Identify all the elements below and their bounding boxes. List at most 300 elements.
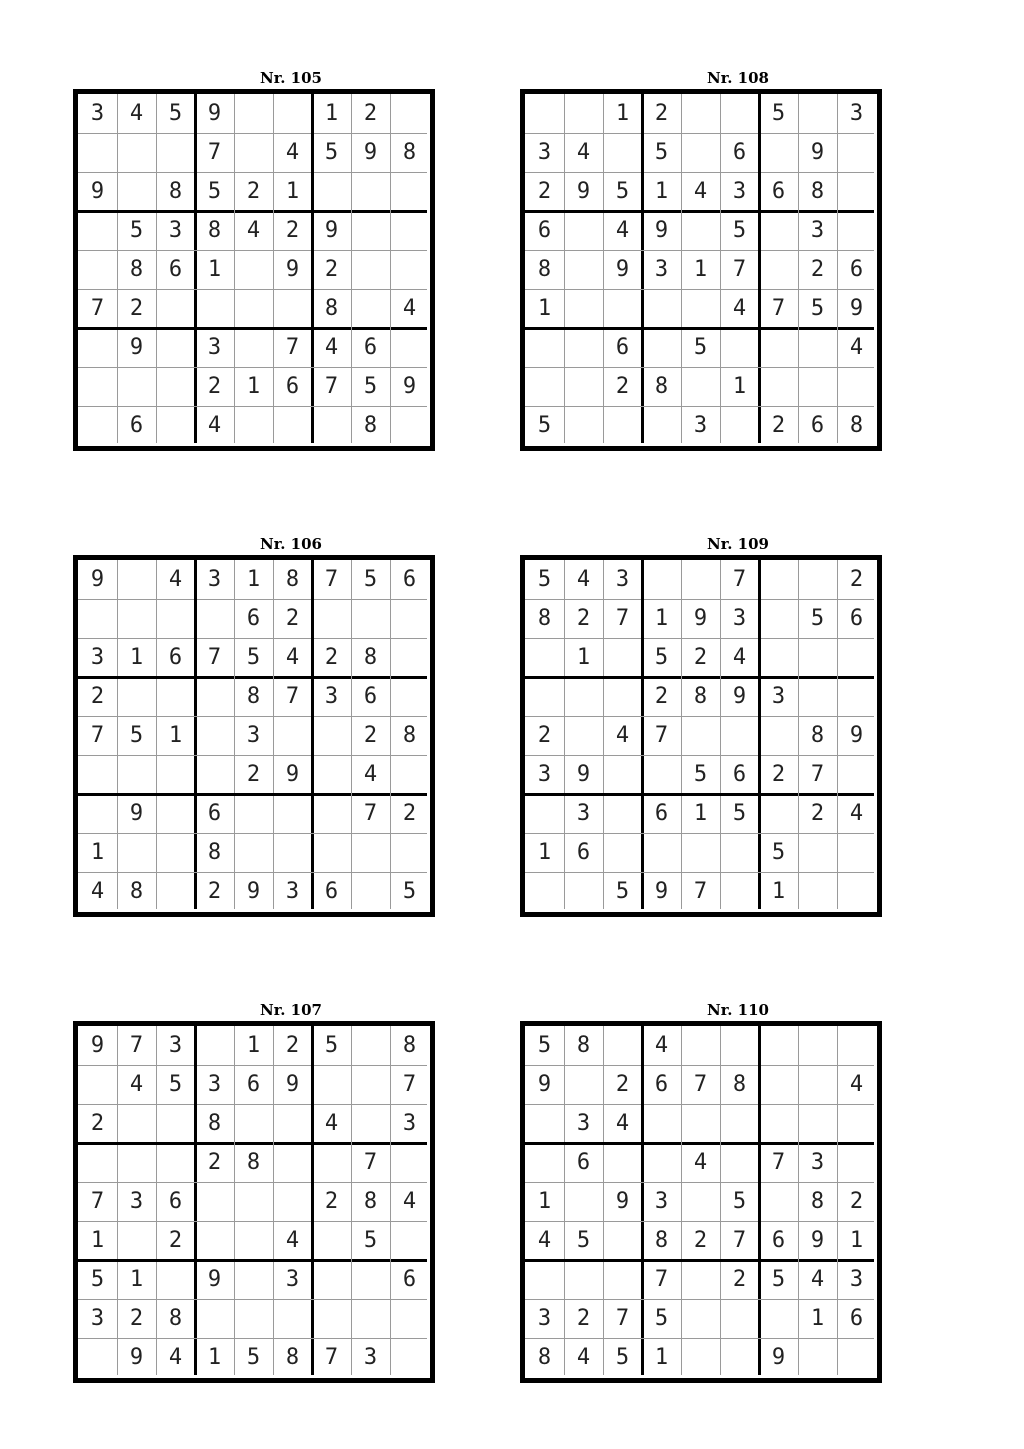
given-digit-cell: 3 xyxy=(246,723,261,748)
given-digit-cell: 4 xyxy=(324,335,339,360)
empty-cell xyxy=(798,1026,837,1065)
empty-cell xyxy=(78,1338,117,1377)
empty-cell xyxy=(117,133,156,172)
given-digit-cell: 5 xyxy=(90,1267,105,1292)
given-digit-cell: 7 xyxy=(207,140,222,165)
empty-cell xyxy=(390,94,429,133)
given-digit-cell: 6 xyxy=(849,1306,864,1331)
empty-cell xyxy=(759,716,798,755)
empty-cell xyxy=(603,638,642,677)
given-digit-cell: 6 xyxy=(402,1267,417,1292)
empty-cell xyxy=(351,599,390,638)
empty-cell xyxy=(390,172,429,211)
given-digit-cell: 1 xyxy=(771,879,786,904)
empty-cell xyxy=(78,1143,117,1182)
given-digit-cell: 2 xyxy=(168,1228,183,1253)
empty-cell xyxy=(78,1065,117,1104)
given-digit-cell: 2 xyxy=(576,606,591,631)
empty-cell xyxy=(720,1299,759,1338)
empty-cell xyxy=(837,677,876,716)
empty-cell xyxy=(837,638,876,677)
sudoku-grid xyxy=(520,555,882,917)
given-digit-cell: 9 xyxy=(849,296,864,321)
empty-cell xyxy=(837,755,876,794)
given-digit-cell: 5 xyxy=(615,179,630,204)
given-digit-cell: 7 xyxy=(363,801,378,826)
given-digit-cell: 5 xyxy=(324,140,339,165)
given-digit-cell: 2 xyxy=(207,1150,222,1175)
given-digit-cell: 3 xyxy=(402,1111,417,1136)
empty-cell xyxy=(156,133,195,172)
empty-cell xyxy=(312,172,351,211)
empty-cell xyxy=(312,1299,351,1338)
empty-cell xyxy=(837,833,876,872)
given-digit-cell: 8 xyxy=(576,1033,591,1058)
given-digit-cell: 1 xyxy=(129,1267,144,1292)
empty-cell xyxy=(234,794,273,833)
given-digit-cell: 2 xyxy=(402,801,417,826)
given-digit-cell: 8 xyxy=(363,413,378,438)
given-digit-cell: 3 xyxy=(168,1033,183,1058)
empty-cell xyxy=(681,1299,720,1338)
empty-cell xyxy=(78,794,117,833)
empty-cell xyxy=(78,250,117,289)
empty-cell xyxy=(234,1299,273,1338)
given-digit-cell: 1 xyxy=(207,1345,222,1370)
given-digit-cell: 4 xyxy=(576,567,591,592)
sudoku-grid xyxy=(520,1021,882,1383)
empty-cell xyxy=(642,755,681,794)
empty-cell xyxy=(117,1221,156,1260)
given-digit-cell: 1 xyxy=(732,374,747,399)
given-digit-cell: 8 xyxy=(285,567,300,592)
sudoku-grid xyxy=(73,555,435,917)
empty-cell xyxy=(837,1143,876,1182)
empty-cell xyxy=(798,1338,837,1377)
given-digit-cell: 3 xyxy=(285,879,300,904)
given-digit-cell: 8 xyxy=(207,1111,222,1136)
empty-cell xyxy=(720,328,759,367)
empty-cell xyxy=(603,677,642,716)
given-digit-cell: 2 xyxy=(615,374,630,399)
given-digit-cell: 8 xyxy=(129,257,144,282)
given-digit-cell: 9 xyxy=(285,257,300,282)
empty-cell xyxy=(837,1026,876,1065)
empty-cell xyxy=(351,172,390,211)
empty-cell xyxy=(117,367,156,406)
given-digit-cell: 1 xyxy=(849,1228,864,1253)
given-digit-cell: 4 xyxy=(363,762,378,787)
given-digit-cell: 2 xyxy=(285,606,300,631)
given-digit-cell: 9 xyxy=(576,179,591,204)
given-digit-cell: 2 xyxy=(90,684,105,709)
given-digit-cell: 3 xyxy=(324,684,339,709)
given-digit-cell: 3 xyxy=(615,567,630,592)
empty-cell xyxy=(156,1143,195,1182)
given-digit-cell: 2 xyxy=(324,645,339,670)
given-digit-cell: 9 xyxy=(90,1033,105,1058)
empty-cell xyxy=(525,328,564,367)
given-digit-cell: 4 xyxy=(654,1033,669,1058)
given-digit-cell: 7 xyxy=(654,723,669,748)
empty-cell xyxy=(273,406,312,445)
empty-cell xyxy=(273,716,312,755)
empty-cell xyxy=(390,1338,429,1377)
empty-cell xyxy=(312,1260,351,1299)
given-digit-cell: 4 xyxy=(576,1345,591,1370)
empty-cell xyxy=(195,755,234,794)
given-digit-cell: 8 xyxy=(402,140,417,165)
given-digit-cell: 2 xyxy=(246,179,261,204)
empty-cell xyxy=(117,833,156,872)
empty-cell xyxy=(156,406,195,445)
empty-cell xyxy=(390,755,429,794)
empty-cell xyxy=(837,1338,876,1377)
empty-cell xyxy=(117,599,156,638)
empty-cell xyxy=(798,677,837,716)
given-digit-cell: 4 xyxy=(732,296,747,321)
given-digit-cell: 2 xyxy=(576,1306,591,1331)
empty-cell xyxy=(720,406,759,445)
empty-cell xyxy=(156,367,195,406)
empty-cell xyxy=(390,1143,429,1182)
empty-cell xyxy=(234,328,273,367)
empty-cell xyxy=(117,172,156,211)
given-digit-cell: 3 xyxy=(693,413,708,438)
given-digit-cell: 3 xyxy=(537,1306,552,1331)
given-digit-cell: 2 xyxy=(537,179,552,204)
empty-cell xyxy=(117,677,156,716)
empty-cell xyxy=(759,211,798,250)
empty-cell xyxy=(720,1143,759,1182)
empty-cell xyxy=(720,833,759,872)
empty-cell xyxy=(642,1143,681,1182)
given-digit-cell: 9 xyxy=(129,335,144,360)
empty-cell xyxy=(681,289,720,328)
given-digit-cell: 4 xyxy=(615,1111,630,1136)
given-digit-cell: 2 xyxy=(324,1189,339,1214)
given-digit-cell: 2 xyxy=(129,296,144,321)
empty-cell xyxy=(78,367,117,406)
empty-cell xyxy=(642,833,681,872)
empty-cell xyxy=(390,677,429,716)
given-digit-cell: 8 xyxy=(732,1072,747,1097)
given-digit-cell: 5 xyxy=(363,374,378,399)
given-digit-cell: 7 xyxy=(90,296,105,321)
empty-cell xyxy=(351,211,390,250)
empty-cell xyxy=(603,1143,642,1182)
empty-cell xyxy=(603,1026,642,1065)
given-digit-cell: 6 xyxy=(324,879,339,904)
empty-cell xyxy=(564,716,603,755)
given-digit-cell: 3 xyxy=(285,1267,300,1292)
empty-cell xyxy=(681,1182,720,1221)
empty-cell xyxy=(525,638,564,677)
empty-cell xyxy=(117,1143,156,1182)
given-digit-cell: 3 xyxy=(732,179,747,204)
given-digit-cell: 4 xyxy=(693,1150,708,1175)
empty-cell xyxy=(798,833,837,872)
empty-cell xyxy=(312,1143,351,1182)
empty-cell xyxy=(720,1026,759,1065)
given-digit-cell: 8 xyxy=(654,1228,669,1253)
given-digit-cell: 5 xyxy=(324,1033,339,1058)
given-digit-cell: 5 xyxy=(771,840,786,865)
given-digit-cell: 2 xyxy=(363,723,378,748)
empty-cell xyxy=(525,1104,564,1143)
given-digit-cell: 2 xyxy=(849,1189,864,1214)
given-digit-cell: 2 xyxy=(537,723,552,748)
given-digit-cell: 9 xyxy=(129,1345,144,1370)
empty-cell xyxy=(156,328,195,367)
empty-cell xyxy=(273,1182,312,1221)
empty-cell xyxy=(603,289,642,328)
empty-cell xyxy=(564,328,603,367)
given-digit-cell: 7 xyxy=(732,1228,747,1253)
given-digit-cell: 4 xyxy=(849,1072,864,1097)
given-digit-cell: 6 xyxy=(849,606,864,631)
empty-cell xyxy=(525,677,564,716)
empty-cell xyxy=(156,833,195,872)
given-digit-cell: 1 xyxy=(207,257,222,282)
given-digit-cell: 9 xyxy=(537,1072,552,1097)
given-digit-cell: 8 xyxy=(402,723,417,748)
given-digit-cell: 5 xyxy=(129,218,144,243)
given-digit-cell: 8 xyxy=(810,1189,825,1214)
empty-cell xyxy=(798,560,837,599)
given-digit-cell: 5 xyxy=(576,1228,591,1253)
empty-cell xyxy=(759,794,798,833)
empty-cell xyxy=(156,1260,195,1299)
given-digit-cell: 2 xyxy=(285,1033,300,1058)
empty-cell xyxy=(681,716,720,755)
empty-cell xyxy=(564,677,603,716)
empty-cell xyxy=(564,289,603,328)
given-digit-cell: 9 xyxy=(285,1072,300,1097)
given-digit-cell: 3 xyxy=(576,1111,591,1136)
given-digit-cell: 5 xyxy=(732,1189,747,1214)
given-digit-cell: 9 xyxy=(402,374,417,399)
empty-cell xyxy=(195,599,234,638)
given-digit-cell: 3 xyxy=(90,645,105,670)
empty-cell xyxy=(525,1143,564,1182)
given-digit-cell: 4 xyxy=(693,179,708,204)
given-digit-cell: 3 xyxy=(90,101,105,126)
given-digit-cell: 9 xyxy=(615,1189,630,1214)
empty-cell xyxy=(681,1026,720,1065)
empty-cell xyxy=(720,872,759,911)
empty-cell xyxy=(234,833,273,872)
empty-cell xyxy=(273,1299,312,1338)
given-digit-cell: 6 xyxy=(654,801,669,826)
given-digit-cell: 1 xyxy=(90,840,105,865)
given-digit-cell: 9 xyxy=(849,723,864,748)
empty-cell xyxy=(234,1182,273,1221)
given-digit-cell: 8 xyxy=(285,1345,300,1370)
given-digit-cell: 8 xyxy=(363,1189,378,1214)
given-digit-cell: 2 xyxy=(732,1267,747,1292)
given-digit-cell: 6 xyxy=(732,762,747,787)
empty-cell xyxy=(798,367,837,406)
given-digit-cell: 2 xyxy=(771,762,786,787)
given-digit-cell: 2 xyxy=(615,1072,630,1097)
empty-cell xyxy=(681,1260,720,1299)
given-digit-cell: 7 xyxy=(324,1345,339,1370)
empty-cell xyxy=(390,833,429,872)
given-digit-cell: 5 xyxy=(537,1033,552,1058)
given-digit-cell: 9 xyxy=(576,762,591,787)
given-digit-cell: 3 xyxy=(537,762,552,787)
given-digit-cell: 9 xyxy=(654,879,669,904)
puzzle-title: Nr. 105 xyxy=(260,69,322,87)
puzzle-title: Nr. 109 xyxy=(707,535,769,553)
empty-cell xyxy=(312,599,351,638)
given-digit-cell: 5 xyxy=(402,879,417,904)
given-digit-cell: 9 xyxy=(246,879,261,904)
given-digit-cell: 6 xyxy=(576,840,591,865)
empty-cell xyxy=(195,289,234,328)
given-digit-cell: 2 xyxy=(810,257,825,282)
empty-cell xyxy=(681,211,720,250)
empty-cell xyxy=(759,1026,798,1065)
empty-cell xyxy=(273,833,312,872)
empty-cell xyxy=(234,1221,273,1260)
empty-cell xyxy=(681,367,720,406)
empty-cell xyxy=(798,872,837,911)
empty-cell xyxy=(759,599,798,638)
given-digit-cell: 5 xyxy=(168,101,183,126)
given-digit-cell: 4 xyxy=(576,140,591,165)
empty-cell xyxy=(390,250,429,289)
given-digit-cell: 8 xyxy=(654,374,669,399)
given-digit-cell: 4 xyxy=(246,218,261,243)
given-digit-cell: 4 xyxy=(285,140,300,165)
empty-cell xyxy=(117,755,156,794)
sudoku-grid xyxy=(73,89,435,451)
given-digit-cell: 6 xyxy=(129,413,144,438)
empty-cell xyxy=(759,367,798,406)
empty-cell xyxy=(78,406,117,445)
given-digit-cell: 7 xyxy=(693,1072,708,1097)
given-digit-cell: 6 xyxy=(576,1150,591,1175)
given-digit-cell: 1 xyxy=(246,567,261,592)
empty-cell xyxy=(525,794,564,833)
given-digit-cell: 6 xyxy=(810,413,825,438)
empty-cell xyxy=(603,833,642,872)
empty-cell xyxy=(759,1299,798,1338)
empty-cell xyxy=(564,406,603,445)
given-digit-cell: 4 xyxy=(849,335,864,360)
empty-cell xyxy=(351,833,390,872)
given-digit-cell: 1 xyxy=(654,179,669,204)
given-digit-cell: 1 xyxy=(537,840,552,865)
empty-cell xyxy=(312,794,351,833)
empty-cell xyxy=(525,872,564,911)
given-digit-cell: 5 xyxy=(537,567,552,592)
given-digit-cell: 3 xyxy=(810,218,825,243)
puzzle-title: Nr. 110 xyxy=(707,1001,769,1019)
given-digit-cell: 2 xyxy=(285,218,300,243)
empty-cell xyxy=(351,289,390,328)
empty-cell xyxy=(234,94,273,133)
given-digit-cell: 7 xyxy=(285,335,300,360)
empty-cell xyxy=(312,1065,351,1104)
empty-cell xyxy=(234,133,273,172)
given-digit-cell: 4 xyxy=(732,645,747,670)
given-digit-cell: 1 xyxy=(129,645,144,670)
given-digit-cell: 3 xyxy=(207,335,222,360)
empty-cell xyxy=(273,794,312,833)
given-digit-cell: 3 xyxy=(168,218,183,243)
given-digit-cell: 2 xyxy=(207,374,222,399)
given-digit-cell: 4 xyxy=(90,879,105,904)
given-digit-cell: 2 xyxy=(363,101,378,126)
given-digit-cell: 7 xyxy=(207,645,222,670)
given-digit-cell: 5 xyxy=(363,567,378,592)
empty-cell xyxy=(273,94,312,133)
empty-cell xyxy=(312,406,351,445)
empty-cell xyxy=(390,211,429,250)
given-digit-cell: 1 xyxy=(246,374,261,399)
given-digit-cell: 8 xyxy=(810,179,825,204)
given-digit-cell: 6 xyxy=(402,567,417,592)
given-digit-cell: 3 xyxy=(849,1267,864,1292)
empty-cell xyxy=(390,1299,429,1338)
empty-cell xyxy=(156,1104,195,1143)
empty-cell xyxy=(681,1104,720,1143)
given-digit-cell: 6 xyxy=(771,1228,786,1253)
given-digit-cell: 9 xyxy=(207,1267,222,1292)
empty-cell xyxy=(273,1143,312,1182)
given-digit-cell: 2 xyxy=(810,801,825,826)
empty-cell xyxy=(564,872,603,911)
empty-cell xyxy=(351,1260,390,1299)
given-digit-cell: 3 xyxy=(654,257,669,282)
given-digit-cell: 9 xyxy=(693,606,708,631)
given-digit-cell: 2 xyxy=(324,257,339,282)
empty-cell xyxy=(564,250,603,289)
sudoku-grid xyxy=(73,1021,435,1383)
puzzle-title: Nr. 106 xyxy=(260,535,322,553)
empty-cell xyxy=(525,94,564,133)
given-digit-cell: 6 xyxy=(537,218,552,243)
given-digit-cell: 4 xyxy=(849,801,864,826)
given-digit-cell: 3 xyxy=(207,567,222,592)
empty-cell xyxy=(720,94,759,133)
given-digit-cell: 2 xyxy=(90,1111,105,1136)
empty-cell xyxy=(312,1221,351,1260)
empty-cell xyxy=(78,328,117,367)
given-digit-cell: 5 xyxy=(363,1228,378,1253)
given-digit-cell: 1 xyxy=(654,606,669,631)
given-digit-cell: 6 xyxy=(363,684,378,709)
given-digit-cell: 6 xyxy=(168,257,183,282)
empty-cell xyxy=(837,872,876,911)
given-digit-cell: 4 xyxy=(168,567,183,592)
given-digit-cell: 5 xyxy=(615,879,630,904)
given-digit-cell: 6 xyxy=(732,140,747,165)
given-digit-cell: 2 xyxy=(693,645,708,670)
empty-cell xyxy=(759,638,798,677)
given-digit-cell: 9 xyxy=(90,567,105,592)
given-digit-cell: 7 xyxy=(654,1267,669,1292)
empty-cell xyxy=(351,1299,390,1338)
empty-cell xyxy=(759,1104,798,1143)
given-digit-cell: 1 xyxy=(693,801,708,826)
given-digit-cell: 8 xyxy=(129,879,144,904)
empty-cell xyxy=(759,250,798,289)
given-digit-cell: 4 xyxy=(285,645,300,670)
